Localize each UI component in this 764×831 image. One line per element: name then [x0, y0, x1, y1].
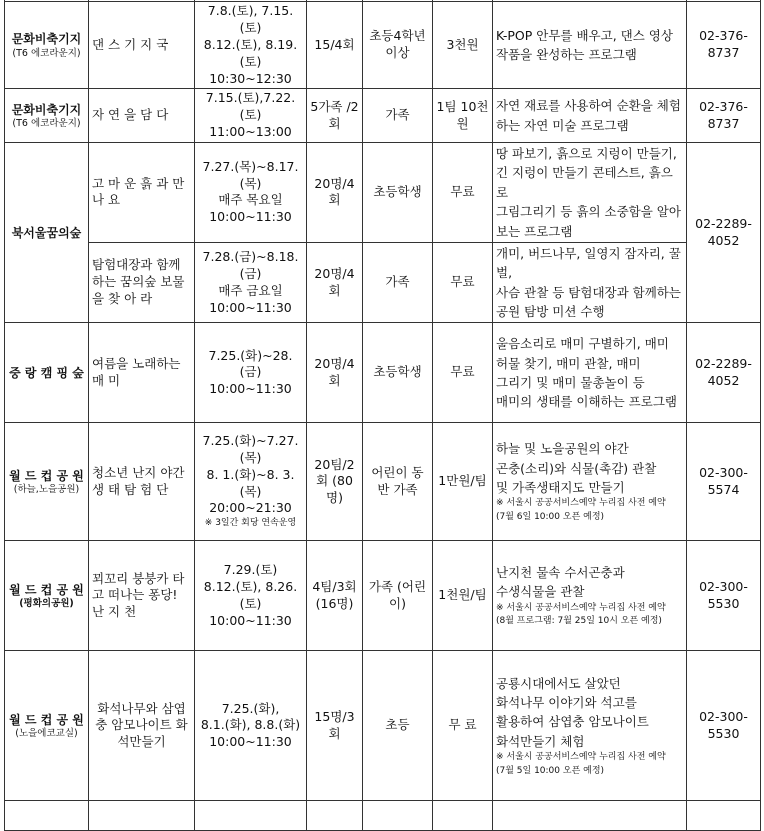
phone: 02-2289-4052 [687, 323, 761, 423]
target: 초등학생 [363, 323, 433, 423]
schedule-line: 7.27.(목)~8.17.(목) [202, 158, 299, 191]
fee: 1팀 10천원 [433, 89, 493, 143]
schedule-line: 8.12.(토), 8.19.(토) [203, 36, 298, 69]
description-line: 난지천 물속 수서곤충과 [496, 565, 625, 580]
venue-cell [5, 2, 89, 89]
fee: 1만원/팀 [433, 423, 493, 541]
phone: 02-376-8737 [687, 89, 761, 143]
program-name: 고 마 운 흙 과 만 나 요 [89, 143, 195, 243]
venue-name: 월 드 컵 공 원 [9, 469, 84, 484]
fee: 무료 [433, 242, 493, 323]
table-row [5, 423, 761, 541]
venue-name: 중 랑 캠 핑 숲 [9, 365, 84, 380]
description-line: 긴 지렁이 만들기 콘테스트, 흙으로 [496, 165, 673, 200]
capacity: 15명/3회 [307, 651, 363, 801]
target: 초등학생 [363, 143, 433, 243]
capacity: 20명/4회 [307, 143, 363, 243]
program-name: 탐험대장과 함께 하는 꿈의숲 보물을 찾 아 라 [89, 242, 195, 323]
schedule-line: 8.1.(화), 8.8.(화) [200, 717, 301, 733]
venue-sub: (하늘,노을공원) [13, 484, 80, 496]
venue-sub: (평화의공원) [19, 598, 74, 610]
program-name: 자 연 을 담 다 [89, 89, 195, 143]
venue-cell [5, 89, 89, 143]
program-name: 여름을 노래하는 매 미 [89, 323, 195, 423]
schedule-line: 11:00~13:00 [209, 124, 292, 140]
table-row [5, 242, 761, 323]
description-line: 하는 자연 미술 프로그램 [496, 117, 629, 133]
description-cell [493, 651, 687, 801]
schedule-line: 7.29.(토) [223, 562, 278, 578]
program-name: 청소년 난지 야간 생 태 탐 험 단 [89, 423, 195, 541]
venue-name: 문화비축기지 [11, 32, 82, 47]
venue-cell [5, 143, 89, 323]
description-line: 매미의 생태를 이해하는 프로그램 [496, 394, 677, 410]
schedule-line: 10:00~11:30 [209, 734, 292, 750]
fee: 무료 [433, 143, 493, 243]
schedule-cell [195, 541, 307, 651]
schedule-note: ※ 3일간 회당 연속운영 [204, 518, 297, 529]
description-line: 땅 파보기, 흙으로 지렁이 만들기, [496, 146, 677, 161]
schedule-line: 7.25.(화)~7.27.(목) [202, 432, 299, 465]
capacity: 20명/4회 [307, 323, 363, 423]
description-cell [493, 242, 687, 323]
schedule-line: 10:30~12:30 [209, 70, 292, 86]
table-row [5, 541, 761, 651]
description-cell [493, 541, 687, 651]
target: 가족 [363, 242, 433, 323]
venue-cell [5, 423, 89, 541]
capacity: 5가족 /2회 [307, 89, 363, 143]
description-line: 공룡시대에서도 살았던 [496, 675, 621, 691]
description-line: 수생식물을 관찰 [496, 584, 585, 600]
schedule-cell [195, 89, 307, 143]
program-name: 꾀꼬리 붕붕카 타고 떠나는 퐁당! 난 지 천 [89, 541, 195, 651]
schedule-line: 7.25.(화), [221, 700, 280, 716]
fee: 무 료 [433, 651, 493, 801]
phone: 02-300-5574 [687, 423, 761, 541]
venue-name: 북서울꿈의숲 [11, 225, 82, 240]
capacity: 4팀/3회 (16명) [307, 541, 363, 651]
schedule-line: 7.8.(토), 7.15.(토) [207, 3, 294, 35]
description-cell [493, 89, 687, 143]
description-line: 및 가족생태지도 만들기 [496, 480, 625, 496]
description-line: 그림그리기 등 흙의 소중함을 알아 [496, 204, 681, 220]
target: 가족 (어린이) [363, 541, 433, 651]
schedule-cell [195, 143, 307, 243]
schedule-line: 7.28.(금)~8.18.(금) [202, 248, 299, 281]
target: 초등4학년 이상 [363, 2, 433, 89]
reservation-note: ※ 서울시 공공서비스예약 누리집 사전 예약 [496, 752, 666, 763]
table-row [5, 2, 761, 89]
description-line: 곤충(소리)와 식물(촉감) 관찰 [496, 460, 657, 476]
description-line: 그리기 및 매미 물총놀이 등 [496, 374, 645, 390]
capacity: 15/4회 [307, 2, 363, 89]
schedule-line: 7.25.(화)~28.(금) [208, 347, 293, 380]
venue-name: 문화비축기지 [11, 102, 82, 117]
description-cell [493, 423, 687, 541]
schedule-line: 10:00~11:30 [209, 299, 292, 315]
description-cell [493, 2, 687, 89]
venue-cell [5, 651, 89, 801]
description-line: 개미, 버드나무, 일영지 잠자리, 꿀벌, [496, 245, 681, 281]
phone: 02-376-8737 [687, 2, 761, 89]
venue-sub: (T6 에코라운지) [12, 118, 81, 130]
description-line: 하늘 및 노을공원의 야간 [496, 441, 629, 457]
venue-sub: (T6 에코라운지) [12, 47, 81, 59]
description-line: 보는 프로그램 [496, 223, 573, 239]
schedule-cell [195, 2, 307, 89]
schedule-line: 10:00~11:30 [209, 381, 292, 397]
description-cell [493, 143, 687, 243]
phone: 02-300-5530 [687, 651, 761, 801]
description-line: 울음소리로 매미 구별하기, 매미 [496, 336, 669, 352]
schedule-line: 10:00~11:30 [209, 209, 292, 225]
target: 어린이 동반 가족 [363, 423, 433, 541]
description-line: 활용하여 삼엽충 암모나이트 [496, 714, 649, 730]
description-line: 화석만들기 체험 [496, 733, 585, 749]
description-line: 공원 탐방 미션 수행 [496, 304, 605, 319]
reservation-date-note: (7월 6일 10:00 오픈 예정) [496, 511, 605, 522]
phone: 02-300-5530 [687, 541, 761, 651]
fee: 3천원 [433, 2, 493, 89]
table-row [5, 143, 761, 243]
description-cell [493, 323, 687, 423]
target: 초등 [363, 651, 433, 801]
schedule-line: 8. 1.(화)~8. 3.(목) [206, 466, 295, 499]
venue-cell [5, 323, 89, 423]
schedule-cell [195, 423, 307, 541]
target: 가족 [363, 89, 433, 143]
capacity: 20명/4회 [307, 242, 363, 323]
schedule-line: 7.15.(토),7.22.(토) [205, 90, 296, 123]
schedule-line: 8.12.(토), 8.26.(토) [203, 579, 298, 611]
program-name: 화석나무와 삼엽충 암모나이트 화석만들기 [89, 651, 195, 801]
reservation-note: ※ 서울시 공공서비스예약 누리집 사전 예약 [496, 602, 666, 613]
venue-sub: (노을에코교실) [15, 728, 78, 740]
description-line: K-POP 안무를 배우고, 댄스 영상 [496, 27, 673, 43]
table-row-partial [5, 801, 761, 831]
schedule-cell [195, 242, 307, 323]
description-line: 허물 찾기, 매미 관찰, 매미 [496, 355, 641, 371]
schedule-line: 10:00~11:30 [209, 612, 292, 628]
description-line: 사슴 관찰 등 탐험대장과 함께하는 [496, 284, 681, 300]
program-table [4, 0, 761, 831]
schedule-line: 매주 목요일 [218, 192, 283, 208]
schedule-cell [195, 323, 307, 423]
phone: 02-2289-4052 [687, 143, 761, 323]
table-row [5, 89, 761, 143]
program-name: 댄 스 기 지 국 [89, 2, 195, 89]
venue-name: 월 드 컵 공 원 [9, 583, 84, 598]
description-line: 작품을 완성하는 프로그램 [496, 47, 637, 63]
fee: 1천원/팀 [433, 541, 493, 651]
schedule-line: 매주 금요일 [218, 282, 283, 298]
capacity: 20팀/2회 (80명) [307, 423, 363, 541]
reservation-date-note: (8월 프로그램: 7월 25일 10시 오픈 예정) [496, 616, 662, 627]
reservation-note: ※ 서울시 공공서비스예약 누리집 사전 예약 [496, 498, 666, 509]
fee: 무료 [433, 323, 493, 423]
description-line: 자연 재료를 사용하여 순환을 체험 [496, 98, 681, 114]
venue-cell [5, 541, 89, 651]
description-line: 화석나무 이야기와 석고를 [496, 695, 637, 710]
reservation-date-note: (7월 5일 10:00 오픈 예정) [496, 765, 605, 776]
schedule-cell [195, 651, 307, 801]
table-row [5, 651, 761, 801]
table-row [5, 323, 761, 423]
schedule-line: 20:00~21:30 [209, 500, 292, 516]
venue-name: 월 드 컵 공 원 [9, 713, 84, 728]
